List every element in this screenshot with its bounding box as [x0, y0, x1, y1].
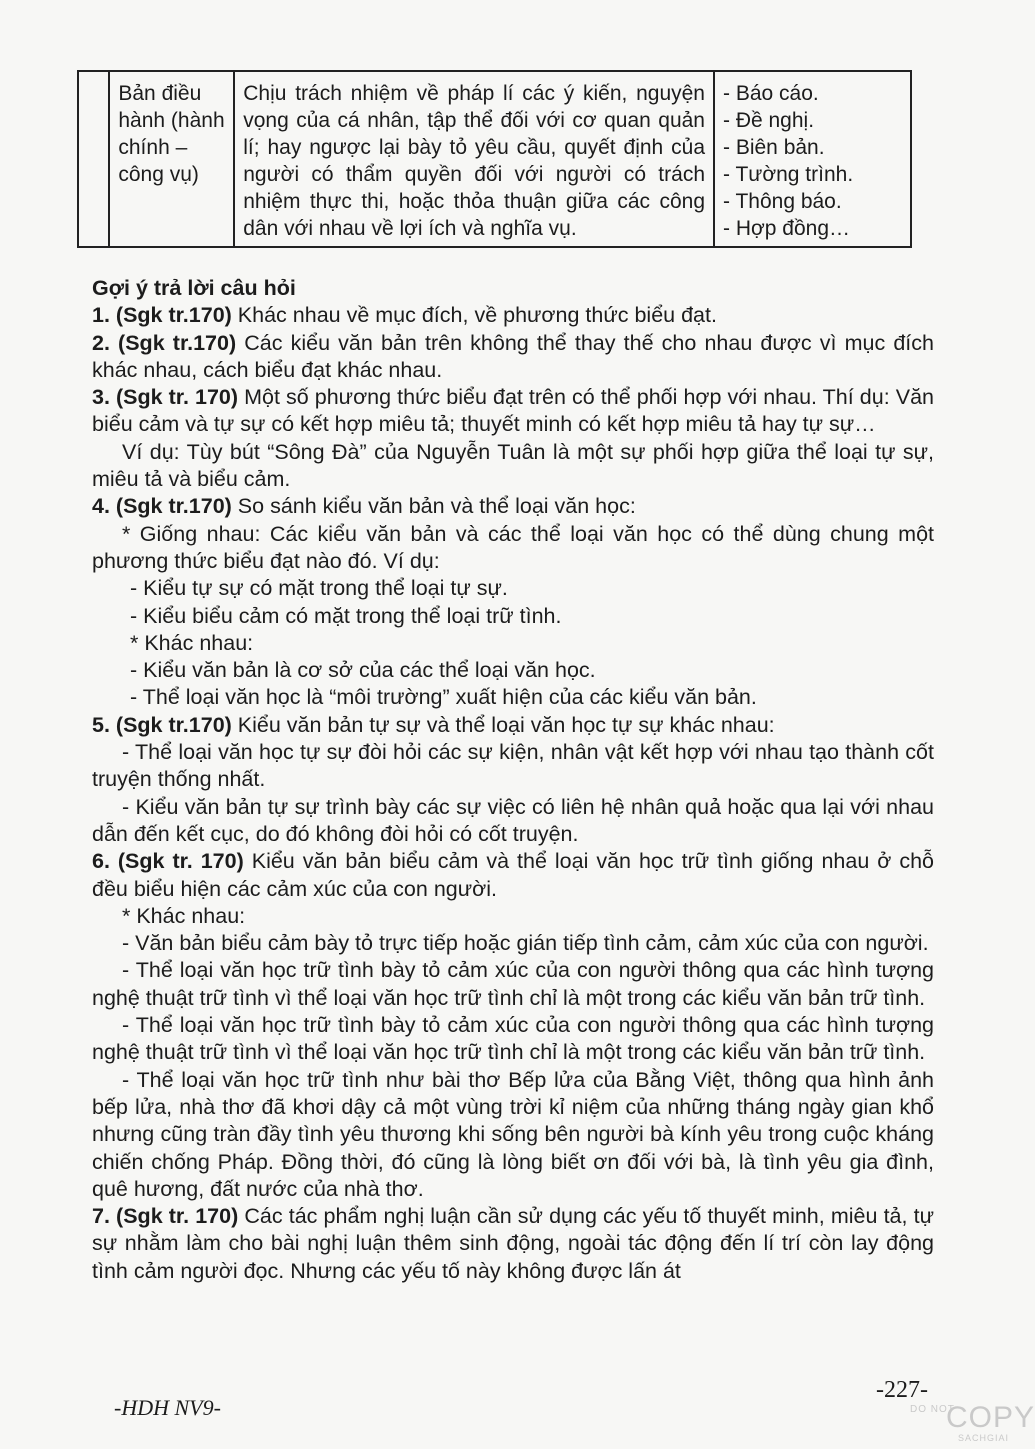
answer-7 [92, 1203, 934, 1285]
example-item: - Báo cáo. [723, 82, 819, 105]
answer-text: Một số phương thức biểu đạt trên có thể phối hợp với nhau. Thí dụ: Văn biểu cảm và tự sự có kết hợp miêu tả; thuyết minh có kết hợp miêu tả hay tự sự… [92, 385, 934, 437]
answers-section [92, 275, 934, 1285]
answer-4-line: - Kiểu văn bản là cơ sở của các thể loại văn học. [130, 658, 596, 683]
watermark-top: DO NOT [910, 1404, 955, 1415]
answer-4 [92, 493, 934, 520]
footer-book-code: -HDH NV9- [114, 1395, 221, 1420]
page-number: -227- [876, 1377, 928, 1403]
answer-5-line: - Kiểu văn bản tự sự trình bày các sự việc có liên hệ nhân quả hoặc qua lại với nhau dẫn đến kết cục, do đó không đòi hỏi có cốt truyện. [92, 794, 934, 846]
answer-5 [92, 712, 934, 739]
answer-ref: 1. (Sgk tr.170) [92, 303, 232, 328]
answer-6-line: * Khác nhau: [122, 903, 246, 928]
answer-1 [92, 302, 934, 329]
watermark-big: COPY [946, 1401, 1035, 1434]
answer-text: So sánh kiểu văn bản và thể loại văn học: [231, 494, 636, 519]
example-item: - Đề nghị. [723, 109, 815, 132]
answer-6-line: - Thể loại văn học trữ tình bày tỏ cảm xúc của con người thông qua các hình tượng nghệ thuật trữ tình vì thể loại văn học trữ tình chỉ là một trong các kiểu văn bản trữ tình. [92, 958, 934, 1010]
text-type-table [77, 70, 912, 248]
answer-ref: 4. (Sgk tr.170) [92, 494, 232, 519]
answer-6-line: - Văn bản biểu cảm bày tỏ trực tiếp hoặc gián tiếp tình cảm, cảm xúc của con người. [122, 931, 929, 956]
answer-3-example: Ví dụ: Tùy bút “Sông Đà” của Nguyễn Tuân là một sự phối hợp giữa thể loại tự sự, miêu tả và biểu cảm. [92, 439, 934, 492]
answer-4-line: * Giống nhau: Các kiểu văn bản và các thể loại văn học có thể dùng chung một phương thức biểu đạt nào đó. Ví dụ: [92, 521, 934, 573]
answer-4-line: * Khác nhau: [130, 630, 254, 655]
answer-text: Khác nhau về mục đích, về phương thức biểu đạt. [231, 303, 717, 328]
example-item: - Tường trình. [723, 163, 854, 186]
watermark-bottom: SACHGIAI [958, 1433, 1010, 1443]
answer-4-line: - Kiểu tự sự có mặt trong thể loại tự sự. [130, 576, 508, 601]
table-examples-cell [714, 71, 911, 247]
answer-ref: 5. (Sgk tr.170) [92, 712, 232, 737]
answer-text: Kiểu văn bản biểu cảm và thể loại văn học trữ tình giống nhau ở chỗ đều biểu hiện các cảm xúc của con người. [92, 849, 934, 901]
table-type-cell: Bản điều hành (hành chính – công vụ) [109, 71, 234, 247]
answer-text: Kiểu văn bản tự sự và thể loại văn học tự sự khác nhau: [231, 712, 775, 737]
example-item: - Thông báo. [723, 190, 842, 213]
example-item: - Biên bản. [723, 136, 825, 159]
table-description-cell: Chịu trách nhiệm về pháp lí các ý kiến, nguyện vọng của cá nhân, tập thể đối với cơ quan quản lí; hay ngược lại bày tỏ yêu cầu, quyết định của người có thẩm quyền đối với người có trách nhiệm thực thi, hoặc thỏa thuận giữa các công dân với nhau về lợi ích và nghĩa vụ. [234, 71, 714, 247]
answer-6 [92, 848, 934, 903]
answer-ref: 2. (Sgk tr.170) [92, 330, 237, 355]
watermark-logo [906, 1401, 1035, 1445]
answer-ref: 3. (Sgk tr. 170) [92, 385, 239, 410]
answer-ref: 7. (Sgk tr. 170) [92, 1204, 239, 1229]
answer-2 [92, 330, 934, 385]
answer-3 [92, 384, 934, 439]
answer-ref: 6. (Sgk tr. 170) [92, 849, 244, 874]
table-row [78, 71, 911, 247]
answer-4-line: - Kiểu biểu cảm có mặt trong thể loại trữ tình. [130, 603, 562, 628]
answer-6-line: - Thể loại văn học trữ tình như bài thơ Bếp lửa của Bằng Việt, thông qua hình ảnh bếp lửa, nhà thơ đã khơi dậy cả một vùng trời kỉ niệm của những tháng ngày gian khổ nhưng cũng tràn đầy tình yêu thương khi sống bên người bà kính yêu trong cuộc kháng chiến chống Pháp. Đồng thời, đó cũng là lòng biết ơn đối với bà, là tình yêu gia đình, quê hương, đất nước của nhà thơ. [92, 1067, 934, 1201]
answer-4-line: - Thể loại văn học là “môi trường” xuất hiện của các kiểu văn bản. [130, 685, 757, 710]
answer-5-line: - Thể loại văn học tự sự đòi hỏi các sự kiện, nhân vật kết hợp với nhau tạo thành cốt truyện thống nhất. [92, 740, 934, 792]
answer-6-line: - Thể loại văn học trữ tình bày tỏ cảm xúc của con người thông qua các hình tượng nghệ thuật trữ tình vì thể loại văn học trữ tình chỉ là một trong các kiểu văn bản trữ tình. [92, 1013, 934, 1065]
answer-text: Các tác phẩm nghị luận cần sử dụng các yếu tố thuyết minh, miêu tả, tự sự nhằm làm cho bài nghị luận thêm sinh động, ngoài tác động đến lí trí còn lay động tình cảm người đọc. Nhưng các yếu tố này không được lấn át [92, 1204, 934, 1283]
section-title: Gợi ý trả lời câu hỏi [92, 276, 296, 300]
table-empty-cell [78, 71, 109, 247]
answer-text: Các kiểu văn bản trên không thể thay thế cho nhau được vì mục đích khác nhau, cách biểu đạt khác nhau. [92, 330, 934, 382]
example-item: - Hợp đồng… [723, 217, 850, 240]
